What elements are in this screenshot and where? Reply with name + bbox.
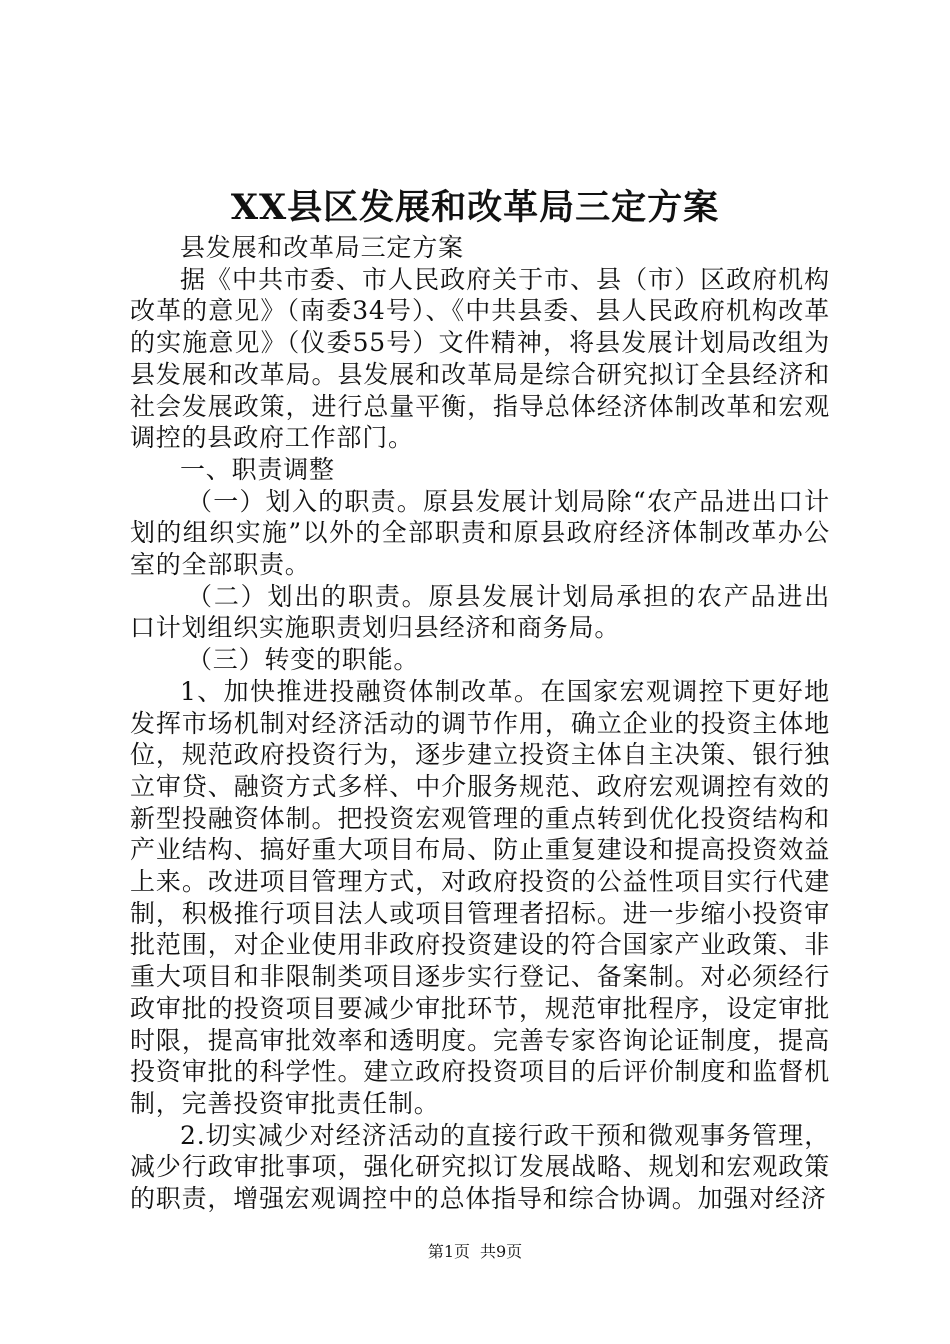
page-number: 第1页 (427, 1242, 470, 1261)
paragraph-item-1: 1、加快推进投融资体制改革。在国家宏观调控下更好地发挥市场机制对经济活动的调节作用，确立企业的投资主体地位，规范政府投资行为，逐步建立投资主体自主决策、银行独立审贷、融资方式多样、中介服务规范、政府宏观调控有效的新型投融资体制。把投资宏观管理的重点转到优化投资结构和产业结构、搞好重大项目布局、防止重复建设和提高投资效益上来。改进项目管理方式，对政府投资的公益性项目实行代建制，积极推行项目法人或项目管理者招标。进一步缩小投资审批范围，对企业使用非政府投资建设的符合国家产业政策、非重大项目和非限制类项目逐步实行登记、备案制。对必须经行政审批的投资项目要减少审批环节，规范审批程序，设定审批时限，提高审批效率和透明度。完善专家咨询论证制度，提高投资审批的科学性。建立政府投资项目的后评价制度和监督机制，完善投资审批责任制。 (130, 676, 830, 1118)
document-title: XX县区发展和改革局三定方案 (230, 187, 720, 228)
section-heading: 一、职责调整 (180, 454, 335, 484)
paragraph-transferred-in: （一）划入的职责。原县发展计划局除“农产品进出口计划的组织实施”以外的全部职责和原县政府经济体制改革办公室的全部职责。 (130, 486, 830, 580)
page-footer (0, 1240, 950, 1264)
intro-paragraph: 据《中共市委、市人民政府关于市、县（市）区政府机构改革的意见》（南委34号）、《中共县委、县人民政府机构改革的实施意见》（仪委55号）文件精神，将县发展计划局改组为县发展和改革局。县发展和改革局是综合研究拟订全县经济和社会发展政策，进行总量平衡，指导总体经济体制改革和宏观调控的县政府工作部门。 (130, 264, 830, 453)
paragraph-function-change: （三）转变的职能。 (187, 645, 420, 675)
paragraph-transferred-out: （二）划出的职责。原县发展计划局承担的农产品进出口计划组织实施职责划归县经济和商务局。 (130, 581, 830, 643)
paragraph-item-2: 2.切实减少对经济活动的直接行政干预和微观事务管理，减少行政审批事项，强化研究拟订发展战略、规划和宏观政策的职责，增强宏观调控中的总体指导和综合协调。加强对经济 (130, 1120, 830, 1214)
subtitle-paragraph: 县发展和改革局三定方案 (180, 233, 464, 262)
document-body (130, 232, 830, 1215)
page-total: 共9页 (480, 1242, 523, 1261)
